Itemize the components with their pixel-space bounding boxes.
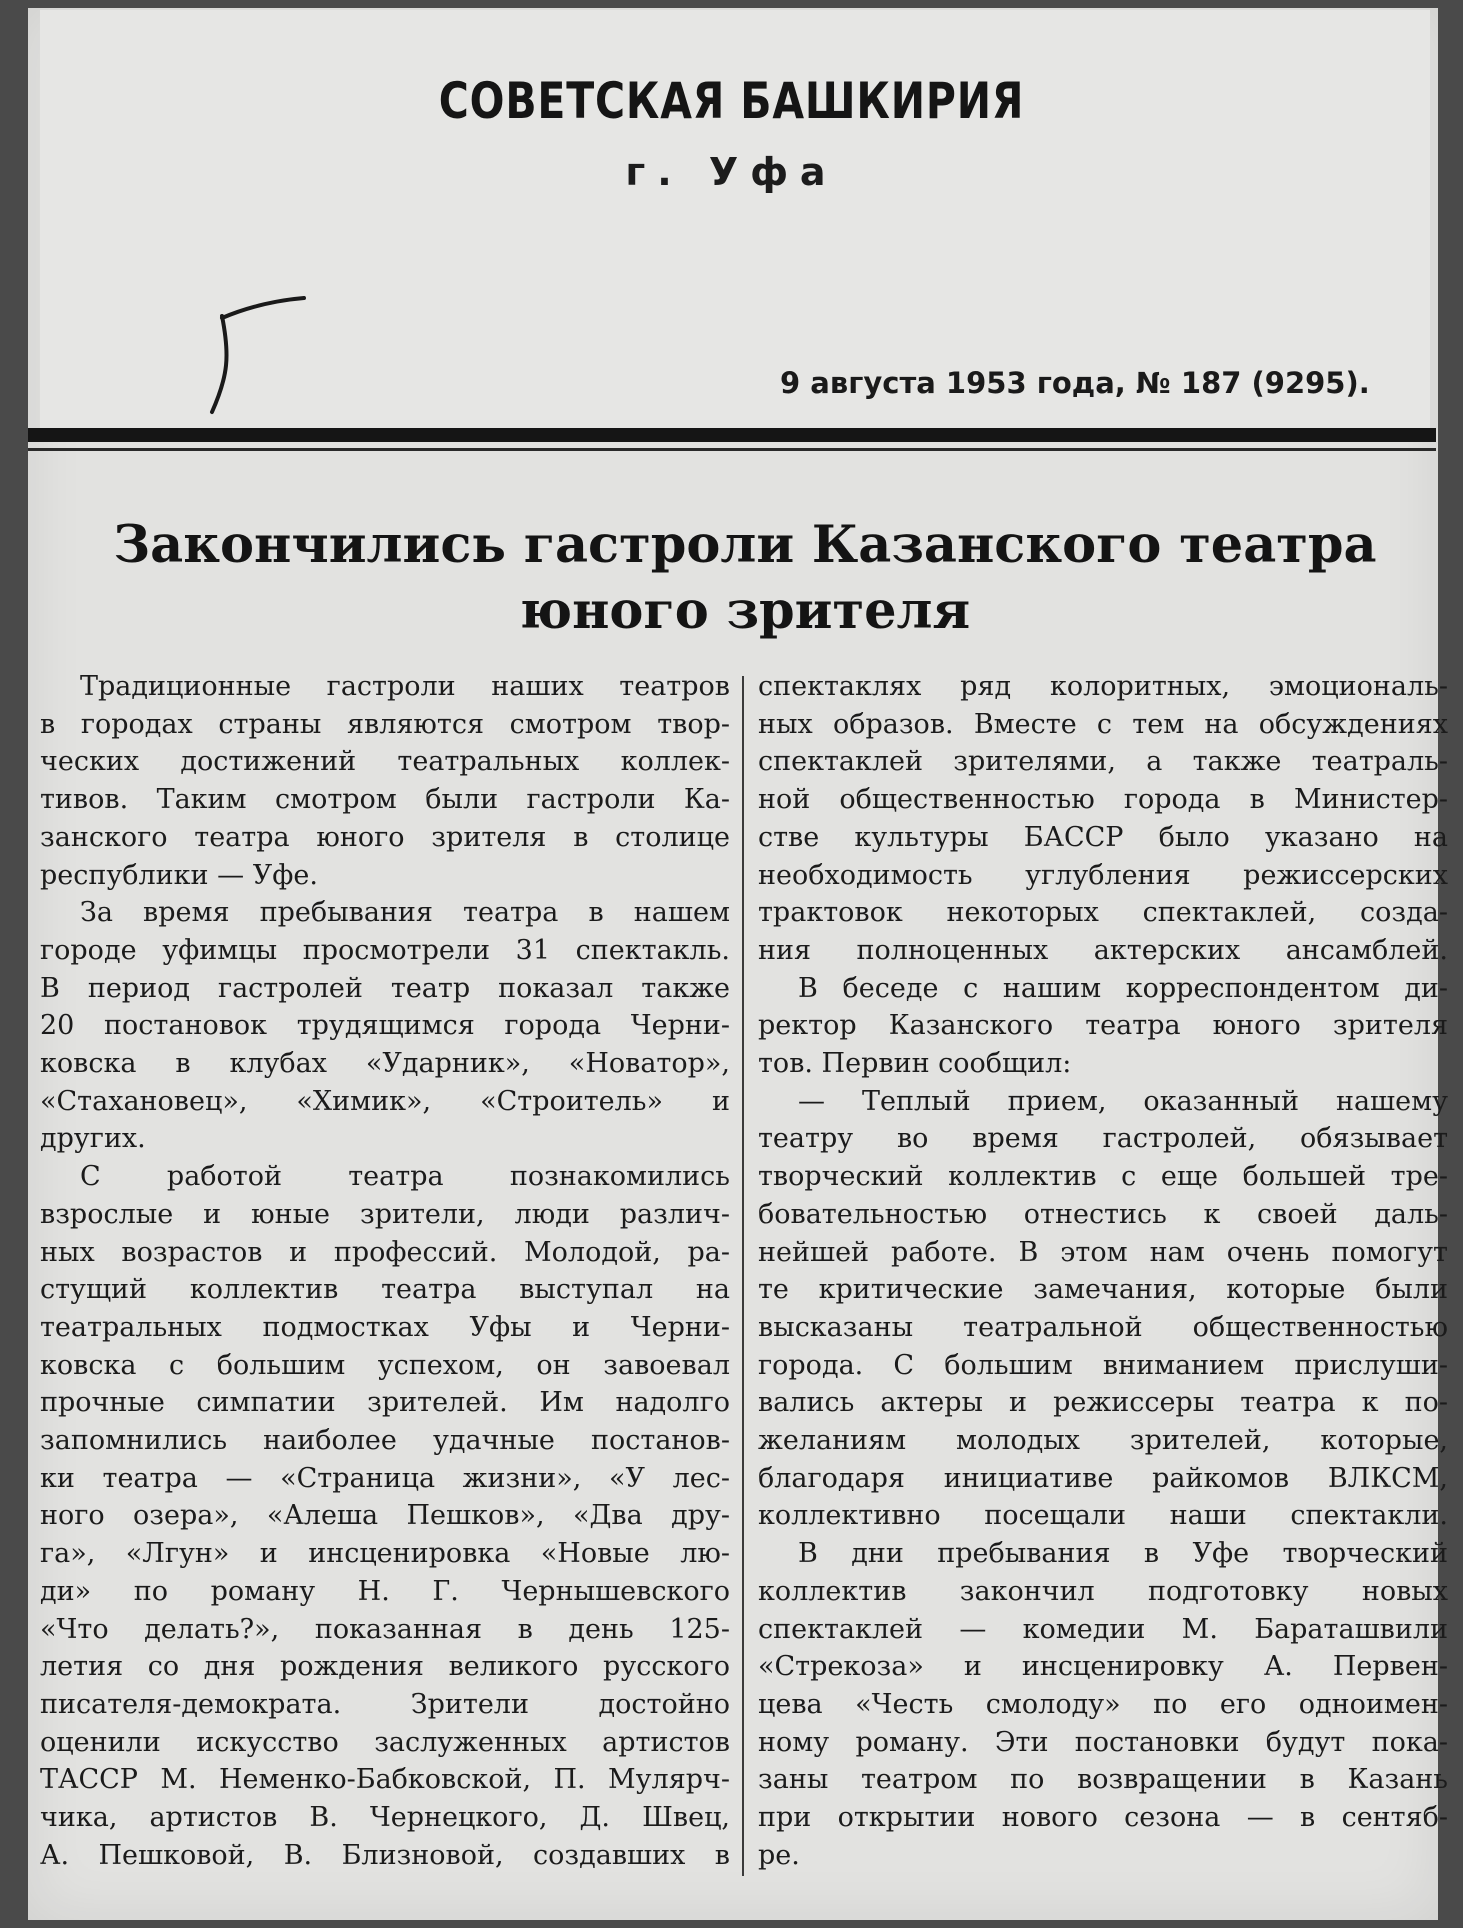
article-text-line: прочные симпатии зрителей. Им надолго (40, 1387, 730, 1419)
newspaper-title: СОВЕТСКАЯ БАШКИРИЯ (438, 72, 1025, 130)
article-text-line: в городах страны являются смотром твор- (40, 708, 730, 740)
issue-dateline: 9 августа 1953 года, № 187 (9295). (780, 366, 1370, 400)
article-text-line: С работой театра познакомились (80, 1161, 730, 1193)
headline-line-1: Закончились гастроли Казанского театра (113, 515, 1377, 575)
article-text-line: необходимость углубления режиссерских (758, 859, 1448, 891)
article-text-line: нейшей работе. В этом нам очень помогут (758, 1236, 1448, 1268)
article-text-line: трактовок некоторых спектаклей, созда- (758, 897, 1448, 929)
article-text-line: Традиционные гастроли наших театров (80, 671, 730, 702)
article-text-line: города. С большим вниманием прислуши- (758, 1349, 1448, 1381)
article-text-line: тов. Первин сообщил: (758, 1048, 1072, 1080)
article-text-line: благодаря инициативе райкомов ВЛКСМ, (758, 1462, 1448, 1494)
article-text-line: взрослые и юные зрители, люди различ- (40, 1198, 730, 1230)
article-text-line: А. Пешковой, В. Близновой, создавших в (40, 1839, 730, 1871)
article-text-line: занского театра юного зрителя в столице (40, 821, 730, 853)
article-text-line: республики — Уфе. (40, 859, 318, 891)
article-text-line: коллективно посещали наши спектакли. (758, 1500, 1448, 1532)
article-text-line: городе уфимцы просмотрели 31 спектакль. (40, 934, 730, 966)
article-text-line: ди» по роману Н. Г. Чернышевского (40, 1575, 730, 1607)
article-text-line: запомнились наиболее удачные постанов- (40, 1425, 730, 1457)
article-text-line: те критические замечания, которые были (758, 1274, 1448, 1306)
article-text-line: ному роману. Эти постановки будут пока- (758, 1726, 1448, 1758)
article-text-line: ковска с большим успехом, он завоевал (40, 1349, 730, 1381)
article-text-line: ных возрастов и профессий. Молодой, ра- (40, 1236, 730, 1268)
article-text-line: желаниям молодых зрителей, которые, (758, 1425, 1448, 1457)
article-text-line: За время пребывания театра в нашем (80, 897, 730, 929)
article-text-line: ческих достижений театральных коллек- (40, 746, 730, 778)
article-text-line: ректор Казанского театра юного зрителя (758, 1010, 1448, 1042)
article-text-line: чика, артистов В. Чернецкого, Д. Швец, (40, 1802, 730, 1834)
article-text-line: «Стахановец», «Химик», «Строитель» и (40, 1085, 730, 1117)
article-text-line: 20 постановок трудящимся города Черни- (40, 1010, 730, 1042)
article-text-line: га», «Лгун» и инсценировка «Новые лю- (40, 1538, 730, 1570)
article-text-line: ных образов. Вместе с тем на обсуждениях (758, 708, 1448, 740)
article-text-line: спектаклей зрителями, а также театраль- (758, 746, 1448, 778)
article-text-line: театру во время гастролей, обязывает (758, 1123, 1448, 1155)
article-text-line: спектаклях ряд колоритных, эмоциональ- (758, 671, 1448, 702)
newspaper-city: г. Уфа (625, 150, 838, 194)
article-text-line: «Что делать?», показанная в день 125- (40, 1613, 730, 1645)
article-text-line: ТАССР М. Неменко-Бабковской, П. Мулярч- (40, 1764, 730, 1796)
article-text-line: ки театра — «Страница жизни», «У лес- (40, 1462, 730, 1494)
article-text-line: театральных подмостках Уфы и Черни- (40, 1311, 730, 1343)
headline-line-2: юного зрителя (519, 581, 971, 641)
article-text-line: — Теплый прием, оказанный нашему (798, 1085, 1448, 1117)
article-right-column (758, 668, 1448, 1875)
article-text-line: заны театром по возвращении в Казань (758, 1764, 1448, 1796)
article-text-line: стве культуры БАССР было указано на (758, 821, 1448, 853)
article-text-line: ного озера», «Алеша Пешков», «Два дру- (40, 1500, 730, 1532)
article-text-line: летия со дня рождения великого русского (40, 1651, 730, 1683)
article-text-line: высказаны театральной общественностью (758, 1311, 1448, 1343)
article-left-column (40, 668, 730, 1875)
article-text-line: писателя-демократа. Зрители достойно (40, 1688, 730, 1720)
article-text-line: В беседе с нашим корреспондентом ди- (798, 972, 1448, 1004)
article-text-line: творческий коллектив с еще большей тре- (758, 1161, 1448, 1193)
article-text-line: бовательностью отнестись к своей даль- (758, 1198, 1448, 1230)
masthead-rule-thin (28, 448, 1436, 451)
article-text-line: ковска в клубах «Ударник», «Новатор», (40, 1048, 730, 1080)
column-divider (742, 676, 744, 1876)
article-text-line: вались актеры и режиссеры театра к по- (758, 1387, 1448, 1419)
article-text-line: оценили искусство заслуженных артистов (40, 1726, 730, 1758)
article-text-line: других. (40, 1123, 146, 1155)
article-text-line: коллектив закончил подготовку новых (758, 1575, 1448, 1607)
article-text-line: стущий коллектив театра выступал на (40, 1274, 730, 1306)
article-text-line: В период гастролей театр показал также (40, 972, 730, 1004)
article-text-line: тивов. Таким смотром были гастроли Ка- (40, 784, 730, 816)
article-headline (60, 512, 1430, 644)
masthead-rule (28, 428, 1436, 442)
article-text-line: ре. (758, 1839, 800, 1871)
article-text-line: ной общественностью города в Министер- (758, 784, 1448, 816)
article-text-line: спектаклей — комедии М. Бараташвили (758, 1613, 1448, 1645)
article-text-line: при открытии нового сезона — в сентяб- (758, 1802, 1448, 1834)
article-text-line: ния полноценных актерских ансамблей. (758, 934, 1448, 966)
article-text-line: В дни пребывания в Уфе творческий (798, 1538, 1448, 1570)
article-text-line: цева «Честь смолоду» по его одноимен- (758, 1688, 1448, 1720)
article-text-line: «Стрекоза» и инсценировку А. Первен- (758, 1651, 1448, 1683)
handwritten-mark-icon (200, 296, 310, 416)
